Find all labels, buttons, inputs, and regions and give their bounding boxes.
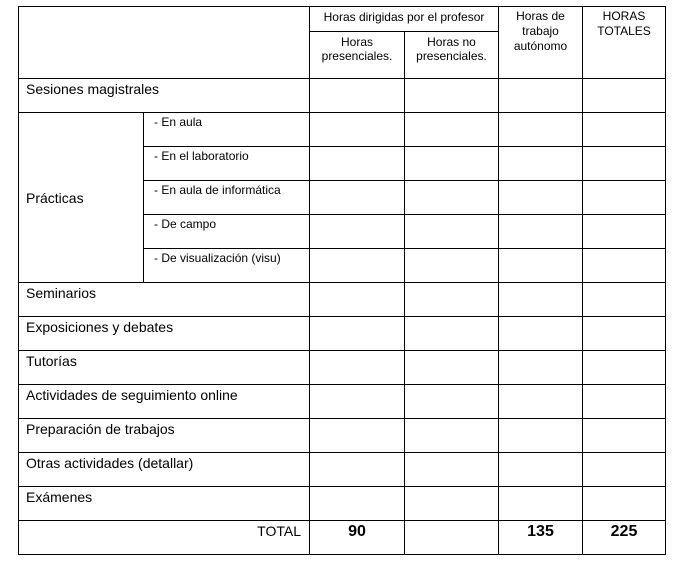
- cell: [499, 351, 583, 385]
- cell: [499, 147, 583, 181]
- cell: [405, 351, 499, 385]
- cell: [405, 487, 499, 521]
- sub-label-laboratorio: - En el laboratorio: [144, 147, 310, 181]
- cell: [583, 215, 666, 249]
- cell: [405, 385, 499, 419]
- cell: [405, 317, 499, 351]
- header-autonomous: Horas de trabajo autónomo: [499, 7, 583, 79]
- cell: [499, 419, 583, 453]
- cell: [405, 147, 499, 181]
- table-row: [19, 79, 666, 113]
- cell: [583, 113, 666, 147]
- row-label-tutorias: Tutorías: [19, 351, 310, 385]
- cell: [499, 283, 583, 317]
- cell: [499, 79, 583, 113]
- cell: [310, 419, 405, 453]
- cell: [405, 419, 499, 453]
- header-total-hours: HORAS TOTALES: [583, 7, 666, 79]
- sub-label-visualizacion: - De visualización (visu): [144, 249, 310, 283]
- header-presential: Horas presenciales.: [310, 32, 405, 79]
- total-row: [19, 521, 666, 555]
- cell: [583, 351, 666, 385]
- cell: [405, 283, 499, 317]
- cell: [310, 181, 405, 215]
- row-label-seminarios: Seminarios: [19, 283, 310, 317]
- cell: [583, 181, 666, 215]
- cell: [310, 317, 405, 351]
- row-label-otras: Otras actividades (detallar): [19, 453, 310, 487]
- row-label-exposiciones: Exposiciones y debates: [19, 317, 310, 351]
- table-row: [19, 283, 666, 317]
- cell: [310, 283, 405, 317]
- cell: [583, 453, 666, 487]
- total-presential: 90: [310, 521, 405, 555]
- row-label-sesiones: Sesiones magistrales: [19, 79, 310, 113]
- cell: [583, 487, 666, 521]
- sub-label-campo: - De campo: [144, 215, 310, 249]
- header-empty-cell: [19, 7, 310, 79]
- cell: [583, 79, 666, 113]
- row-label-preparacion: Preparación de trabajos: [19, 419, 310, 453]
- table-row: [19, 351, 666, 385]
- table-row: [19, 113, 666, 147]
- cell: [310, 79, 405, 113]
- cell: [499, 215, 583, 249]
- cell: [583, 249, 666, 283]
- cell: [310, 249, 405, 283]
- cell: [405, 453, 499, 487]
- cell: [499, 317, 583, 351]
- header-professor-group: Horas dirigidas por el profesor: [310, 7, 499, 32]
- cell: [405, 113, 499, 147]
- cell: [583, 283, 666, 317]
- table-row: [19, 453, 666, 487]
- total-hours: 225: [583, 521, 666, 555]
- row-label-examenes: Exámenes: [19, 487, 310, 521]
- row-label-practicas: Prácticas: [19, 113, 144, 283]
- total-autonomous: 135: [499, 521, 583, 555]
- sub-label-informatica: - En aula de informática: [144, 181, 310, 215]
- table-row: [19, 385, 666, 419]
- cell: [310, 385, 405, 419]
- cell: [310, 453, 405, 487]
- table-row: [19, 419, 666, 453]
- cell: [499, 453, 583, 487]
- total-label: TOTAL: [19, 521, 310, 555]
- header-non-presential: Horas no presenciales.: [405, 32, 499, 79]
- hours-table: [18, 6, 666, 555]
- cell: [405, 249, 499, 283]
- cell: [499, 487, 583, 521]
- cell: [405, 79, 499, 113]
- total-non-presential: [405, 521, 499, 555]
- row-label-seguimiento: Actividades de seguimiento online: [19, 385, 310, 419]
- sub-label-aula: - En aula: [144, 113, 310, 147]
- cell: [499, 249, 583, 283]
- cell: [583, 317, 666, 351]
- table-row: [19, 317, 666, 351]
- cell: [310, 113, 405, 147]
- cell: [583, 385, 666, 419]
- cell: [583, 147, 666, 181]
- cell: [583, 419, 666, 453]
- cell: [499, 385, 583, 419]
- table-row: [19, 487, 666, 521]
- cell: [499, 181, 583, 215]
- cell: [310, 487, 405, 521]
- cell: [499, 113, 583, 147]
- cell: [310, 147, 405, 181]
- cell: [310, 215, 405, 249]
- cell: [405, 181, 499, 215]
- cell: [405, 215, 499, 249]
- cell: [310, 351, 405, 385]
